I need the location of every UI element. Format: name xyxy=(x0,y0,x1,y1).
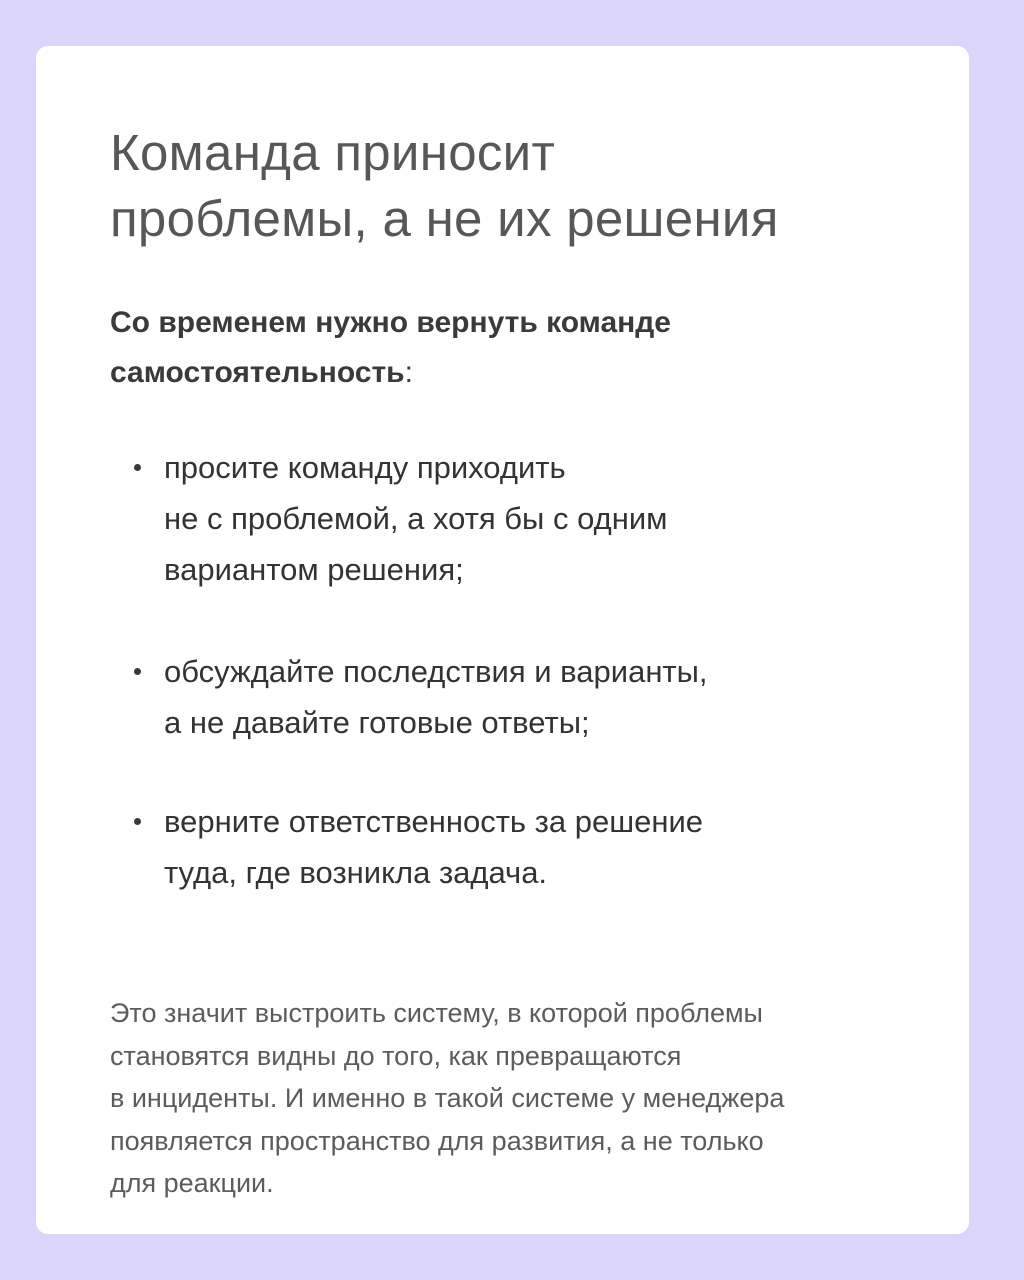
intro-text xyxy=(110,298,671,398)
bullet-text: обсуждайте последствия и варианты, а не давайте готовые ответы; xyxy=(164,654,708,740)
page-title: Команда приносит проблемы, а не их решения xyxy=(110,124,779,247)
bullet-dot-icon xyxy=(134,464,141,471)
intro-main: Со временем нужно вернуть команде самостоятельность xyxy=(110,306,671,389)
bullet-text: верните ответственность за решение туда, где возникла задача. xyxy=(164,804,704,890)
bullet-dot-icon xyxy=(134,818,141,825)
content-card xyxy=(36,46,969,1234)
conclusion-text: Это значит выстроить систему, в которой проблемы становятся видны до того, как превращаются в инциденты. И именно в такой системе у менеджера появляется пространство для развития, а не только для реакции. xyxy=(110,998,785,1198)
intro-colon: : xyxy=(404,356,413,389)
bullet-text: просите команду приходить не с проблемой, а хотя бы с одним вариантом решения; xyxy=(164,450,668,587)
bullet-dot-icon xyxy=(134,668,141,675)
